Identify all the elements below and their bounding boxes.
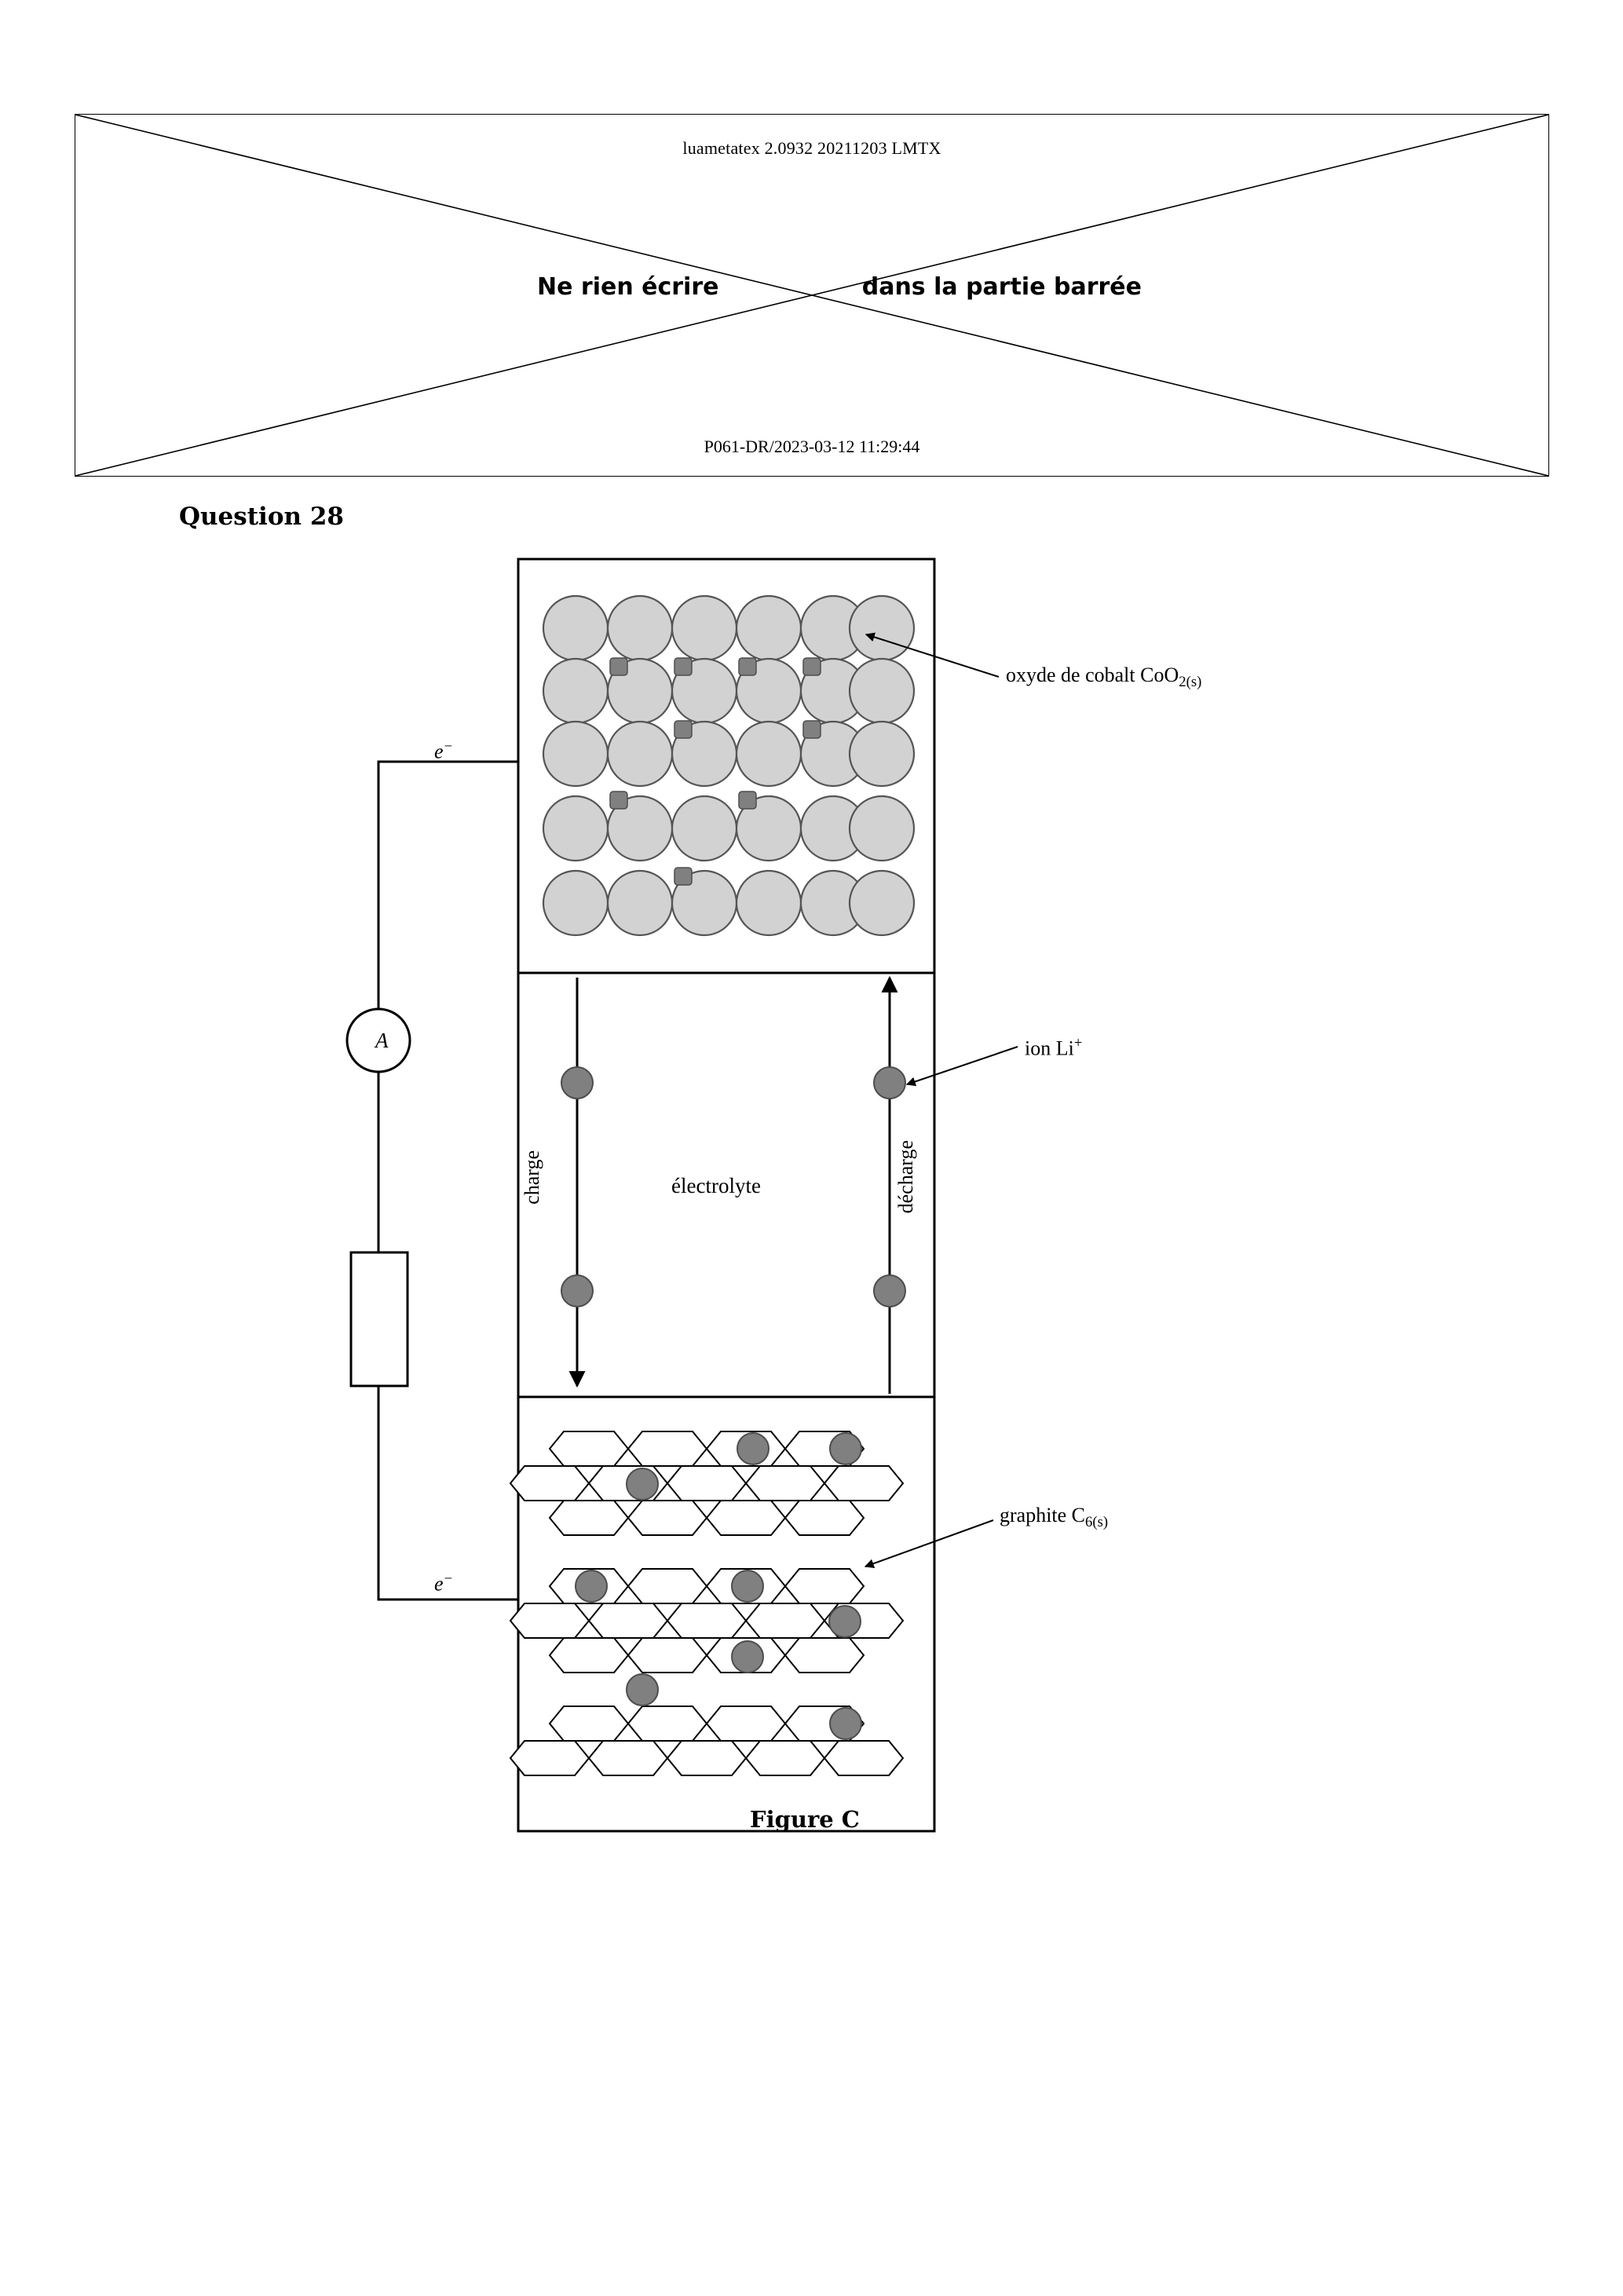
label-ammeter: A (375, 1029, 389, 1052)
label-graphite (1000, 1504, 1108, 1531)
label-electron-bottom (434, 1570, 453, 1596)
label-electrolyte: électrolyte (671, 1174, 761, 1197)
label-cobalt-oxide-sub: 2 (1179, 674, 1186, 691)
label-cobalt-oxide (1006, 664, 1201, 691)
label-electron-top-text: e (434, 740, 444, 763)
document-id-line: P061-DR/2023-03-12 11:29:44 (704, 437, 920, 456)
label-cobalt-oxide-text: oxyde de cobalt CoO (1006, 664, 1179, 686)
figure-caption: Figure C (750, 1806, 860, 1833)
label-electron-bottom-sup: − (443, 1570, 454, 1587)
no-write-warning-right: dans la partie barrée (861, 273, 1142, 301)
label-graphite-state: (s) (1092, 1514, 1109, 1531)
label-lithium-ion (1025, 1035, 1082, 1061)
label-discharge: décharge (894, 1140, 917, 1214)
label-graphite-sub: 6 (1085, 1514, 1093, 1531)
label-charge: charge (521, 1150, 543, 1205)
label-electron-top (434, 738, 453, 764)
no-write-warning-left: Ne rien écrire (537, 273, 719, 301)
label-graphite-text: graphite C (1000, 1504, 1086, 1526)
label-lithium-ion-sup: + (1073, 1035, 1083, 1051)
cobalt-oxide-lattice (543, 596, 914, 935)
label-lithium-ion-text: ion Li (1025, 1036, 1074, 1060)
label-cobalt-oxide-state: (s) (1186, 674, 1202, 691)
resistor-symbol (351, 1252, 408, 1386)
label-electron-top-sup: − (443, 738, 454, 755)
external-circuit (378, 762, 518, 1600)
label-electron-bottom-text: e (434, 1572, 444, 1596)
engine-version-line: luametatex 2.0932 20211203 LMTX (682, 138, 941, 158)
page-title: Question 28 (179, 503, 344, 531)
